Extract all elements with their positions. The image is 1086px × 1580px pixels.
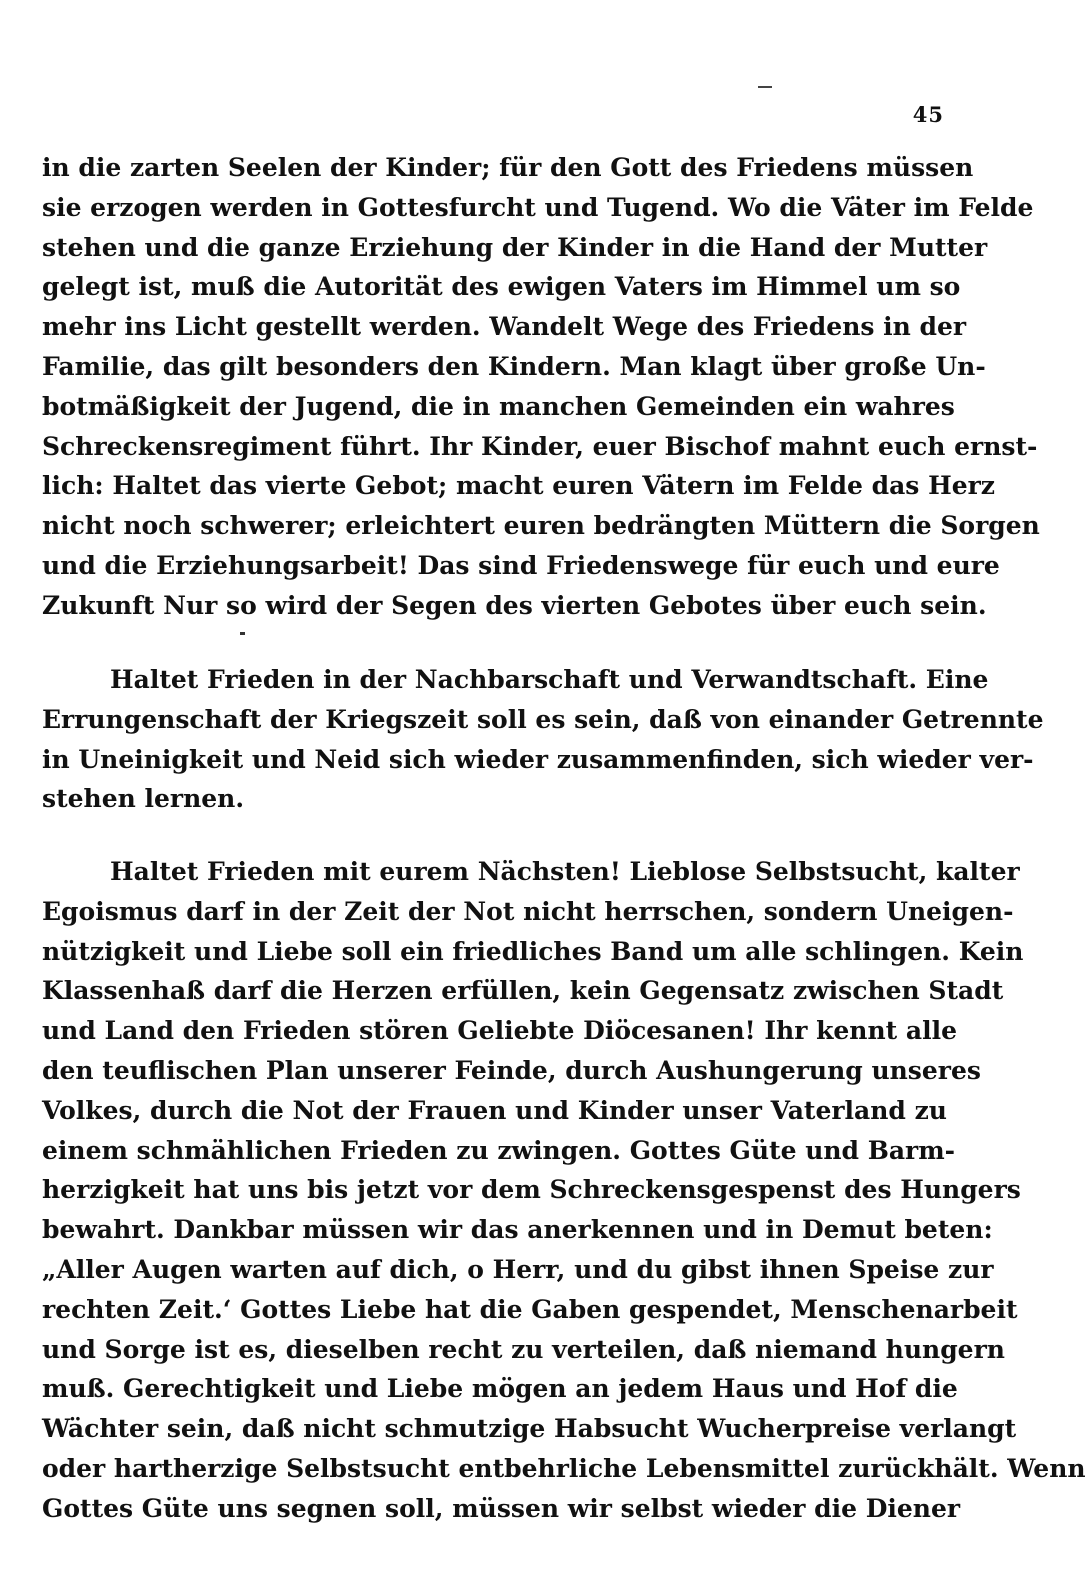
text-line: einem schmählichen Frieden zu zwingen. Gottes Güte und Barm- <box>42 1135 956 1165</box>
text-line: Klassenhaß darf die Herzen erfüllen, kein Gegensatz zwischen Stadt <box>42 976 1004 1006</box>
text-line: in die zarten Seelen der Kinder; für den Gott des Friedens müssen <box>42 153 974 182</box>
text-line: stehen lernen. <box>42 784 245 814</box>
text-line: oder hartherzige Selbstsucht entbehrliche Lebensmittel zurückhält. Wenn <box>42 1453 1086 1483</box>
text-line: Schreckensregiment führt. Ihr Kinder, euer Bischof mahnt euch ernst- <box>42 431 1038 461</box>
text-line: Zukunft Nur so wird der Segen des vierten Gebotes über euch sein. <box>42 590 987 620</box>
text-line: sie erzogen werden in Gottesfurcht und Tugend. Wo die Väter im Felde <box>42 192 1034 222</box>
print-mark <box>240 632 245 635</box>
page-number: 45 <box>912 102 944 127</box>
text-line: rechten Zeit.‘ Gottes Liebe hat die Gaben gespendet, Menschenarbeit <box>42 1294 1018 1324</box>
paragraph-1 <box>42 148 1040 626</box>
text-line: und Land den Frieden stören Geliebte Diöcesanen! Ihr kennt alle <box>42 1016 958 1046</box>
text-line: nützigkeit und Liebe soll ein friedliches Band um alle schlingen. Kein <box>42 936 1024 966</box>
text-line: muß. Gerechtigkeit und Liebe mögen an jedem Haus und Hof die <box>42 1374 958 1404</box>
text-line: Haltet Frieden mit eurem Nächsten! Lieblose Selbstsucht, kalter <box>110 857 1020 886</box>
text-line: Gottes Güte uns segnen soll, müssen wir selbst wieder die Diener <box>42 1493 961 1523</box>
text-line: nicht noch schwerer; erleichtert euren bedrängten Müttern die Sorgen <box>42 511 1040 541</box>
text-line: Volkes, durch die Not der Frauen und Kinder unser Vaterland zu <box>42 1095 947 1125</box>
paragraph-3 <box>42 852 1086 1529</box>
text-line: Errungenschaft der Kriegszeit soll es sein, daß von einander Getrennte <box>42 704 1044 734</box>
text-line: mehr ins Licht gestellt werden. Wandelt Wege des Friedens in der <box>42 312 967 342</box>
paragraph-2 <box>42 660 1044 819</box>
text-line: Familie, das gilt besonders den Kindern. Man klagt über große Un- <box>42 351 986 381</box>
text-line: Egoismus darf in der Zeit der Not nicht herrschen, sondern Uneigen- <box>42 896 1014 926</box>
text-line: Wächter sein, daß nicht schmutzige Habsucht Wucherpreise verlangt <box>42 1414 1017 1444</box>
text-line: stehen und die ganze Erziehung der Kinder in die Hand der Mutter <box>42 232 988 262</box>
text-line: „Aller Augen warten auf dich, o Herr, und du gibst ihnen Speise zur <box>42 1254 994 1284</box>
text-line: bewahrt. Dankbar müssen wir das anerkennen und in Demut beten: <box>42 1215 993 1245</box>
text-line: den teuflischen Plan unserer Feinde, durch Aushungerung unseres <box>42 1055 981 1085</box>
text-line: und die Erziehungsarbeit! Das sind Friedenswege für euch und eure <box>42 550 1000 580</box>
text-line: und Sorge ist es, dieselben recht zu verteilen, daß niemand hungern <box>42 1334 1005 1364</box>
print-mark <box>758 86 772 88</box>
text-line: Haltet Frieden in der Nachbarschaft und Verwandtschaft. Eine <box>110 665 989 694</box>
text-line: lich: Haltet das vierte Gebot; macht euren Vätern im Felde das Herz <box>42 471 995 501</box>
text-line: botmäßigkeit der Jugend, die in manchen Gemeinden ein wahres <box>42 391 955 421</box>
text-line: gelegt ist, muß die Autorität des ewigen Vaters im Himmel um so <box>42 272 961 302</box>
text-line: herzigkeit hat uns bis jetzt vor dem Schreckensgespenst des Hungers <box>42 1175 1021 1205</box>
text-line: in Uneinigkeit und Neid sich wieder zusammenfinden, sich wieder ver- <box>42 744 1034 774</box>
